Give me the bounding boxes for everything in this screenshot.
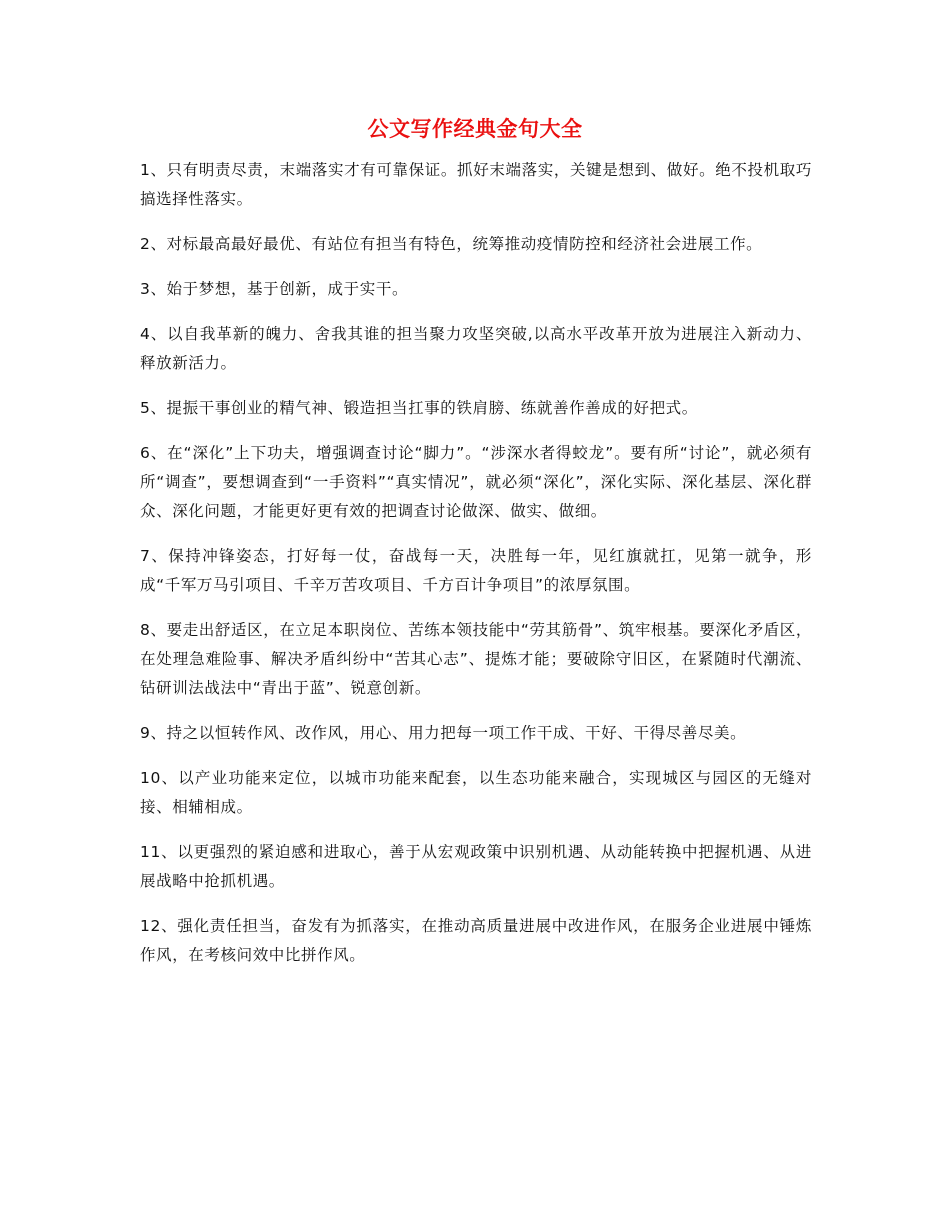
document-title: 公文写作经典金句大全 <box>367 117 583 141</box>
paragraph-6: 6、在“深化”上下功夫，增强调查讨论“脚力”。“涉深水者得蛟龙”。要有所“讨论”，就必须有所“调查”，要想调查到“一手资料”“真实情况”，就必须“深化”，深化实际、深化基层、深化群众、深化问题，才能更好更有效的把调查讨论做深、做实、做细。 <box>140 444 812 520</box>
paragraph-7: 7、保持冲锋姿态，打好每一仗，奋战每一天，决胜每一年，见红旗就扛，见第一就争，形成“千军万马引项目、千辛万苦攻项目、千方百计争项目”的浓厚氛围。 <box>140 547 812 594</box>
paragraph-12: 12、强化责任担当，奋发有为抓落实，在推动高质量进展中改进作风，在服务企业进展中锤炼作风，在考核问效中比拼作风。 <box>140 917 812 964</box>
document-body <box>140 156 812 986</box>
paragraph-3: 3、始于梦想，基于创新，成于实干。 <box>140 280 409 298</box>
paragraph-5: 5、提振干事创业的精气神、锻造担当扛事的铁肩膀、练就善作善成的好把式。 <box>140 399 698 417</box>
paragraph-9: 9、持之以恒转作风、改作风，用心、用力把每一项工作干成、干好、干得尽善尽美。 <box>140 724 747 742</box>
paragraph-10: 10、以产业功能来定位，以城市功能来配套，以生态功能来融合，实现城区与园区的无缝对接、相辅相成。 <box>140 769 812 816</box>
paragraph-1: 1、只有明责尽责，末端落实才有可靠保证。抓好末端落实，关键是想到、做好。绝不投机取巧搞选择性落实。 <box>140 161 812 208</box>
paragraph-4: 4、以自我革新的魄力、舍我其谁的担当聚力攻坚突破,以高水平改革开放为进展注入新动力、释放新活力。 <box>140 325 812 372</box>
paragraph-2: 2、对标最高最好最优、有站位有担当有特色，统筹推动疫情防控和经济社会进展工作。 <box>140 235 763 253</box>
paragraph-11: 11、以更强烈的紧迫感和进取心，善于从宏观政策中识别机遇、从动能转换中把握机遇、从进展战略中抢抓机遇。 <box>140 843 812 890</box>
paragraph-8: 8、要走出舒适区，在立足本职岗位、苦练本领技能中“劳其筋骨”、筑牢根基。要深化矛盾区，在处理急难险事、解决矛盾纠纷中“苦其心志”、提炼才能；要破除守旧区，在紧随时代潮流、钻研训法战法中“青出于蓝”、锐意创新。 <box>140 621 812 697</box>
